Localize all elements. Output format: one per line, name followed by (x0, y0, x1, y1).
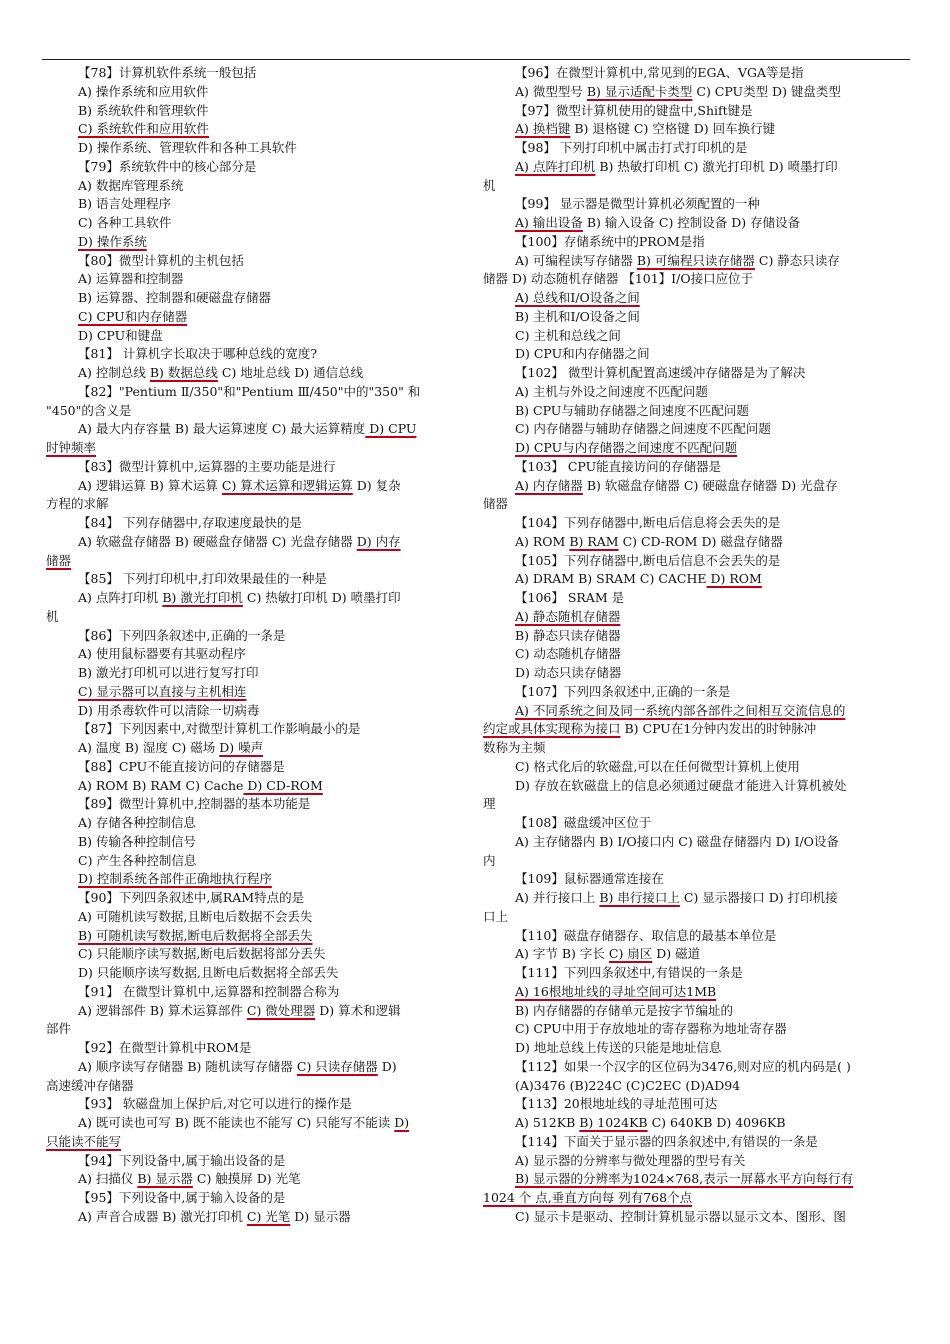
line-text: 口上 (483, 908, 509, 924)
option-line (46, 139, 470, 158)
option-line (483, 1002, 907, 1021)
option-line (483, 777, 907, 796)
answer-text: A) 不同系统之间及同一系统内部各部件之间相互交流信息的 (515, 702, 846, 718)
answer-text: A) 16根地址线的寻址空间可达1MB (515, 983, 717, 999)
option-line (483, 252, 907, 271)
continuation-line (46, 402, 470, 421)
line-text: A) 点阵打印机 (78, 590, 163, 605)
option-line (46, 908, 470, 927)
option-line (46, 327, 470, 346)
line-text: 【105】下列存储器中,断电后信息不会丢失的是 (515, 552, 781, 568)
continuation-line (46, 608, 470, 627)
line-text: 数称为主频 (483, 740, 546, 755)
line-text: 机 (483, 177, 496, 193)
line-text: D) CPU和内存储器之间 (515, 346, 650, 362)
option-line (483, 945, 907, 964)
answer-text: B) 数据总线 (149, 365, 218, 380)
option-line (483, 758, 907, 777)
line-text: D) 动态只读存储器 (515, 665, 622, 680)
option-line (46, 83, 470, 102)
option-line (483, 608, 907, 627)
line-text: 【88】CPU不能直接访问的存储器是 (78, 758, 285, 774)
option-line (483, 645, 907, 664)
question-line (46, 1039, 470, 1058)
answer-text: D) (394, 1115, 410, 1130)
option-line (483, 1077, 907, 1096)
question-line (46, 627, 470, 646)
answer-text: C) 算术运算和逻辑运算 (221, 477, 353, 493)
answer-text: B) 显示适配卡类型 (586, 83, 693, 99)
line-text: C) 动态随机存储器 (515, 646, 621, 662)
line-text: 储器 D) 动态随机存储器 【101】I/O接口应位于 (483, 271, 754, 287)
answer-text: B) 显示器的分辨率为1024×768,表示一屏幕水平方向每行有 (515, 1171, 854, 1187)
line-text: D) 磁道 (652, 946, 701, 962)
question-line (483, 1133, 907, 1152)
option-line (46, 814, 470, 833)
line-text: A) 字节 B) 字长 (515, 946, 609, 962)
answer-text: A) 点阵打印机 (515, 158, 596, 174)
continuation-line (46, 1020, 470, 1039)
line-text: A) 使用鼠标器要有其驱动程序 (78, 646, 246, 662)
option-line (46, 270, 470, 289)
answer-text: D) 操作系统 (78, 233, 147, 249)
continuation-line (46, 439, 470, 458)
line-text: 【113】20根地址线的寻址范围可达 (515, 1096, 718, 1112)
option-line (46, 1058, 470, 1077)
answer-text: A) 总线和I/O设备之间 (515, 290, 640, 305)
option-line (46, 589, 470, 608)
option-line (46, 364, 470, 383)
option-line (483, 327, 907, 346)
line-text: 【102】 微型计算机配置高速缓冲存储器是为了解决 (515, 365, 806, 380)
line-text: A) 可编程读写存储器 (515, 252, 637, 268)
option-line (46, 927, 470, 946)
answer-text: B) RAM (569, 533, 619, 549)
line-text: C) 地址总线 D) 通信总线 (217, 365, 364, 380)
answer-text: C) 微处理器 (246, 1002, 316, 1018)
line-text: B) 内存储器的存储单元是按字节编址的 (515, 1002, 734, 1018)
answer-text: B) 可编程只读存储器 (636, 252, 755, 268)
option-line (483, 570, 907, 589)
line-text: B) 输入设备 C) 控制设备 D) 存储设备 (582, 215, 801, 230)
continuation-line (46, 1077, 470, 1096)
line-text: A) 逻辑运算 B) 算术运算 (78, 477, 222, 493)
option-line (46, 477, 470, 496)
line-text: 【79】系统软件中的核心部分是 (78, 158, 257, 174)
option-line (483, 833, 907, 852)
option-line (483, 664, 907, 683)
question-line (46, 158, 470, 177)
question-line (46, 345, 470, 364)
answer-text: D) 噪声 (219, 740, 264, 755)
option-line (483, 83, 907, 102)
option-line (483, 702, 907, 721)
line-text: C) 触摸屏 D) 光笔 (192, 1171, 301, 1187)
question-line (46, 383, 470, 402)
line-text: 部件 (46, 1021, 72, 1037)
option-line (46, 870, 470, 889)
line-text: 【112】如果一个汉字的区位码为3476,则对应的机内码是( ) (515, 1058, 851, 1074)
line-text: 【110】磁盘存储器存、取信息的最基本单位是 (515, 927, 777, 943)
option-line (483, 214, 907, 233)
line-text: C) 格式化后的软磁盘,可以在任何微型计算机上使用 (515, 758, 800, 774)
line-text: 【111】下列四条叙述中,有错误的一条是 (515, 965, 743, 980)
option-line (46, 289, 470, 308)
question-line (46, 1152, 470, 1171)
line-text: 【83】微型计算机中,运算器的主要功能是进行 (78, 458, 336, 474)
line-text: C) CPU类型 D) 键盘类型 (692, 83, 841, 99)
question-line (483, 458, 907, 477)
answer-text: 约定或具体实现称为接口 (483, 721, 621, 737)
answer-text: 储器 (46, 552, 72, 568)
answer-text: 1024 个 点,垂直方向每 列有768个点 (483, 1190, 693, 1205)
left-column (46, 64, 470, 1227)
line-text: 【78】计算机软件系统一般包括 (78, 65, 257, 80)
line-text: C) 各种工具软件 (78, 215, 172, 230)
answer-text: D) 内存 (356, 533, 401, 549)
line-text: B) 运算器、控制器和硬磁盘存储器 (78, 290, 272, 305)
line-text: D) 地址总线上传送的只能是地址信息 (515, 1040, 722, 1055)
line-text: D) 只能顺序读写数据,且断电后数据将全部丢失 (78, 965, 339, 980)
line-text: B) 静态只读存储器 (515, 627, 621, 643)
continuation-line (483, 177, 907, 196)
continuation-line (46, 495, 470, 514)
answer-text: 时钟频率 (46, 440, 97, 455)
line-text: D) (377, 1058, 397, 1074)
question-line (483, 139, 907, 158)
option-line (483, 439, 907, 458)
option-line (483, 1114, 907, 1133)
question-line (483, 552, 907, 571)
question-line (46, 514, 470, 533)
question-line (483, 195, 907, 214)
line-text: D) CPU和键盘 (78, 327, 163, 343)
line-text: B) 软磁盘存储器 C) 硬磁盘存储器 D) 光盘存 (582, 477, 838, 493)
question-line (46, 252, 470, 271)
continuation-line (46, 552, 470, 571)
line-text: D) 用杀毒软件可以清除一切病毒 (78, 702, 260, 718)
line-text: 【93】 软磁盘加上保护后,对它可以进行的操作是 (78, 1096, 352, 1112)
continuation-line (483, 495, 907, 514)
option-line (46, 420, 470, 439)
question-line (483, 233, 907, 252)
line-text: A) 运算器和控制器 (78, 271, 184, 287)
option-line (46, 1114, 470, 1133)
line-text: 理 (483, 796, 496, 812)
option-line (483, 889, 907, 908)
question-line (483, 1058, 907, 1077)
line-text: C) 内存储器与辅助存储器之间速度不匹配问题 (515, 421, 771, 437)
option-line (46, 102, 470, 121)
line-text: A) 主机与外设之间速度不匹配问题 (515, 383, 708, 399)
option-line (46, 195, 470, 214)
answer-text: C) 扇区 (608, 946, 653, 962)
question-line (483, 964, 907, 983)
line-text: C) 热敏打印机 D) 喷墨打印 (242, 590, 401, 605)
line-text: 【80】微型计算机的主机包括 (78, 252, 244, 268)
continuation-line (483, 795, 907, 814)
line-text: A) DRAM B) SRAM C) CACHE (515, 571, 707, 587)
question-line (46, 720, 470, 739)
line-text: D) 显示器 (290, 1208, 351, 1224)
option-line (483, 1208, 907, 1227)
option-line (483, 308, 907, 327)
answer-text: A) 换档键 (515, 121, 571, 137)
line-text: 方程的求解 (46, 496, 109, 512)
line-text: A) 软磁盘存储器 B) 硬磁盘存储器 C) 光盘存储器 (78, 533, 357, 549)
option-line (483, 533, 907, 552)
answer-text: D) CPU (365, 421, 417, 437)
line-text: D) 操作系统、管理软件和各种工具软件 (78, 140, 297, 155)
answer-text: A) 内存储器 (515, 477, 583, 493)
line-text: C) 只能顺序读写数据,断电后数据将部分丢失 (78, 946, 326, 962)
option-line (46, 683, 470, 702)
answer-text: B) 串行接口上 (599, 890, 680, 905)
line-text: A) 可随机读写数据,且断电后数据不会丢失 (78, 908, 313, 924)
line-text: A) 512KB (515, 1115, 580, 1130)
line-text: 【104】下列存储器中,断电后信息将会丢失的是 (515, 515, 781, 530)
continuation-line (483, 1189, 907, 1208)
line-text: A) 存储各种控制信息 (78, 815, 196, 830)
answer-text: D) ROM (706, 571, 762, 587)
option-line (483, 289, 907, 308)
option-line (483, 627, 907, 646)
line-text: B) 语言处理程序 (78, 196, 172, 212)
line-text: B) 主机和I/O设备之间 (515, 308, 640, 324)
continuation-line (483, 270, 907, 289)
option-line (46, 777, 470, 796)
answer-text: C) 光笔 (246, 1208, 291, 1224)
line-text: B) 传输各种控制信号 (78, 833, 197, 849)
line-text: A) 顺序读写存储器 B) 随机读写存储器 (78, 1058, 297, 1074)
line-text: A) 既可读也可写 B) 既不能读也不能写 C) 只能写不能读 (78, 1115, 395, 1130)
option-line (483, 1170, 907, 1189)
continuation-line (483, 852, 907, 871)
question-line (46, 983, 470, 1002)
line-text: D) 算术和逻辑 (315, 1002, 401, 1018)
option-line (46, 664, 470, 683)
line-text: 【106】 SRAM 是 (515, 590, 625, 605)
line-text: A) 显示器的分辨率与微处理器的型号有关 (515, 1152, 746, 1168)
line-text: 【97】微型计算机使用的键盘中,Shift键是 (515, 102, 753, 118)
line-text: 【81】 计算机字长取决于哪种总线的宽度? (78, 346, 318, 362)
option-line (46, 120, 470, 139)
continuation-line (483, 908, 907, 927)
question-line (46, 795, 470, 814)
option-line (483, 420, 907, 439)
question-line (483, 814, 907, 833)
line-text: C) CPU中用于存放地址的寄存器称为地址寄存器 (515, 1021, 787, 1037)
option-line (483, 120, 907, 139)
line-text: 【92】在微型计算机中ROM是 (78, 1040, 252, 1055)
option-line (46, 702, 470, 721)
line-text: C) 640KB D) 4096KB (647, 1115, 786, 1130)
right-column (483, 64, 907, 1227)
line-text: C) 显示器接口 D) 打印机接 (679, 890, 838, 905)
question-line (46, 64, 470, 83)
line-text: 【85】 下列打印机中,打印效果最佳的一种是 (78, 571, 327, 587)
line-text: A) 微型型号 (515, 83, 587, 99)
line-text: A) 主存储器内 B) I/O接口内 C) 磁盘存储器内 D) I/O设备 (515, 833, 839, 849)
option-line (46, 964, 470, 983)
option-line (46, 852, 470, 871)
line-text: A) 数据库管理系统 (78, 177, 184, 193)
line-text: 机 (46, 608, 59, 624)
line-text: 【86】下列四条叙述中,正确的一条是 (78, 627, 286, 643)
answer-text: D) CPU与内存储器之间速度不匹配问题 (515, 440, 738, 455)
continuation-line (46, 1133, 470, 1152)
line-text: C) 产生各种控制信息 (78, 852, 197, 868)
line-text: 【107】下列四条叙述中,正确的一条是 (515, 683, 731, 699)
option-line (483, 1039, 907, 1058)
answer-text: C) 系统软件和应用软件 (78, 121, 209, 137)
question-line (483, 64, 907, 83)
question-line (483, 1095, 907, 1114)
line-text: B) CPU在1分钟内发出的时钟脉冲 (620, 721, 817, 737)
option-line (46, 233, 470, 252)
option-line (483, 383, 907, 402)
option-line (46, 833, 470, 852)
line-text: A) 声音合成器 B) 激光打印机 (78, 1208, 247, 1224)
line-text: A) 扫描仪 (78, 1171, 138, 1187)
line-text: 【114】下面关于显示器的四条叙述中,有错误的一条是 (515, 1133, 818, 1149)
answer-text: C) CPU和内存储器 (78, 308, 188, 324)
line-text: A) ROM (515, 533, 570, 549)
line-text: 【99】 显示器是微型计算机必须配置的一种 (515, 196, 760, 212)
answer-text: 只能读不能写 (46, 1133, 122, 1149)
line-text: 【90】下列四条叙述中,属RAM特点的是 (78, 890, 305, 905)
option-line (483, 983, 907, 1002)
option-line (46, 945, 470, 964)
answer-text: D) CD-ROM (243, 777, 323, 793)
line-text: B) 热敏打印机 C) 激光打印机 D) 喷墨打印 (595, 158, 838, 174)
answer-text: A) 输出设备 (515, 215, 583, 230)
line-text: D) 复杂 (352, 477, 401, 493)
option-line (46, 1208, 470, 1227)
answer-text: B) 1024KB (579, 1115, 648, 1130)
line-text: 【96】在微型计算机中,常见到的EGA、VGA等是指 (515, 65, 804, 80)
continuation-line (483, 739, 907, 758)
question-line (46, 1189, 470, 1208)
line-text: 高速缓冲存储器 (46, 1077, 134, 1093)
option-line (483, 345, 907, 364)
question-line (483, 364, 907, 383)
answer-text: C) 只读存储器 (296, 1058, 378, 1074)
line-text: A) 并行接口上 (515, 890, 600, 905)
line-text: 【98】 下列打印机中属击打式打印机的是 (515, 140, 748, 155)
answer-text: D) 控制系统各部件正确地执行程序 (78, 871, 272, 887)
question-line (46, 758, 470, 777)
line-text: B) 系统软件和管理软件 (78, 102, 209, 118)
line-text: 【95】下列设备中,属于输入设备的是 (78, 1190, 286, 1205)
question-line (46, 889, 470, 908)
line-text: 内 (483, 852, 496, 868)
option-line (46, 533, 470, 552)
line-text: A) 温度 B) 湿度 C) 磁场 (78, 740, 220, 755)
answer-text: C) 显示器可以直接与主机相连 (78, 683, 247, 699)
line-text: 【94】下列设备中,属于输出设备的是 (78, 1152, 286, 1168)
option-line (46, 1002, 470, 1021)
line-text: 储器 (483, 496, 509, 512)
option-line (46, 739, 470, 758)
line-text: C) 静态只读存 (754, 252, 840, 268)
line-text: 【100】存储系统中的PROM是指 (515, 233, 705, 249)
page-top-rule (42, 59, 910, 60)
option-line (483, 1152, 907, 1171)
question-line (483, 683, 907, 702)
line-text: A) 控制总线 (78, 365, 150, 380)
option-line (46, 645, 470, 664)
line-text: 【89】微型计算机中,控制器的基本功能是 (78, 796, 311, 812)
line-text: 【108】磁盘缓冲区位于 (515, 815, 652, 830)
answer-text: A) 静态随机存储器 (515, 608, 621, 624)
line-text: (A)3476 (B)224C (C)C2EC (D)AD94 (515, 1077, 741, 1093)
line-text: 【103】 CPU能直接访问的存储器是 (515, 458, 722, 474)
line-text: "450"的含义是 (46, 402, 132, 418)
question-line (46, 458, 470, 477)
question-line (483, 870, 907, 889)
line-text: C) 显示卡是驱动、控制计算机显示器以显示文本、图形、图 (515, 1208, 846, 1224)
line-text: 【109】鼠标器通常连接在 (515, 871, 664, 887)
line-text: A) 操作系统和应用软件 (78, 83, 209, 99)
option-line (46, 177, 470, 196)
question-line (46, 1095, 470, 1114)
line-text: A) ROM B) RAM C) Cache (78, 777, 244, 793)
answer-text: B) 可随机读写数据,断电后数据将全部丢失 (78, 927, 313, 943)
option-line (46, 214, 470, 233)
option-line (483, 402, 907, 421)
question-line (483, 102, 907, 121)
line-text: B) 激光打印机可以进行复写打印 (78, 665, 259, 680)
option-line (46, 308, 470, 327)
question-line (483, 514, 907, 533)
line-text: D) 存放在软磁盘上的信息必须通过硬盘才能进入计算机被处 (515, 777, 847, 793)
line-text: B) 退格键 C) 空格键 D) 回车换行键 (570, 121, 776, 137)
line-text: 【84】 下列存储器中,存取速度最快的是 (78, 515, 302, 530)
line-text: 【87】下列因素中,对微型计算机工作影响最小的是 (78, 721, 361, 737)
continuation-line (483, 720, 907, 739)
option-line (483, 158, 907, 177)
question-line (483, 927, 907, 946)
option-line (46, 1170, 470, 1189)
line-text: A) 逻辑部件 B) 算术运算部件 (78, 1002, 247, 1018)
question-line (46, 570, 470, 589)
answer-text: B) 激光打印机 (162, 590, 243, 605)
line-text: A) 最大内存容量 B) 最大运算速度 C) 最大运算精度 (78, 421, 366, 437)
line-text: 【82】"Pentium Ⅱ/350"和"Pentium Ⅲ/450"中的"350" 和 (78, 383, 421, 399)
answer-text: B) 显示器 (137, 1171, 193, 1187)
question-line (483, 589, 907, 608)
line-text: C) 主机和总线之间 (515, 327, 621, 343)
line-text: C) CD-ROM D) 磁盘存储器 (618, 533, 783, 549)
line-text: B) CPU与辅助存储器之间速度不匹配问题 (515, 402, 749, 418)
line-text: 【91】 在微型计算机中,运算器和控制器合称为 (78, 983, 340, 999)
option-line (483, 1020, 907, 1039)
option-line (483, 477, 907, 496)
